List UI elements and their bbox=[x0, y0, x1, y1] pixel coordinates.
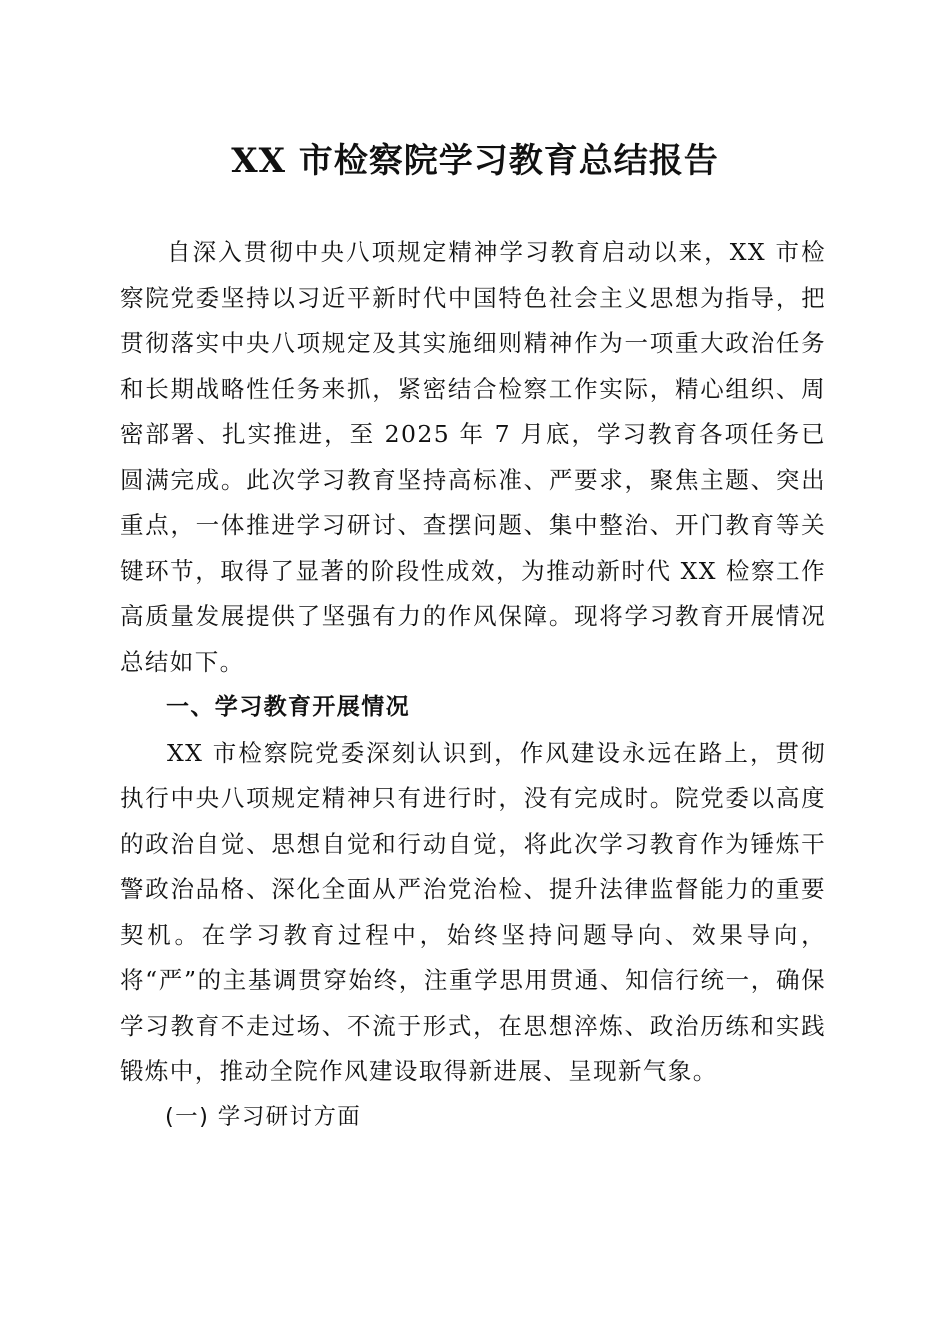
section-heading: 一、学习教育开展情况 bbox=[166, 694, 410, 720]
section-paragraph: XX 市检察院党委深刻认识到，作风建设永远在路上，贯彻执行中央八项规定精神只有进行时，没有完成时。院党委以高度的政治自觉、思想自觉和行动自觉，将此次学习教育作为锤炼干警政治品格、深化全面从严治党治检、提升法律监督能力的重要契机。在学习教育过程中，始终坚持问题导向、效果导向，将“严”的主基调贯穿始终，注重学思用贯通、知信行统一，确保学习教育不走过场、不流于形式，在思想淬炼、政治历练和实践锻炼中，推动全院作风建设取得新进展、呈现新气象。 bbox=[120, 738, 826, 1085]
document-title: XX 市检察院学习教育总结报告 bbox=[231, 141, 719, 181]
document-body bbox=[120, 230, 826, 1140]
intro-paragraph: 自深入贯彻中央八项规定精神学习教育启动以来，XX 市检察院党委坚持以习近平新时代中国特色社会主义思想为指导，把贯彻落实中央八项规定及其实施细则精神作为一项重大政治任务和长期战略性任务来抓，紧密结合检察工作实际，精心组织、周密部署、扎实推进，至 2025 年 7 月底，学习教育各项任务已圆满完成。此次学习教育坚持高标准、严要求，聚焦主题、突出重点，一体推进学习研讨、查摆问题、集中整治、开门教育等关键环节，取得了显著的阶段性成效，为推动新时代 XX 检察工作高质量发展提供了坚强有力的作风保障。现将学习教育开展情况总结如下。 bbox=[120, 238, 826, 676]
subsection-heading: (一) 学习研讨方面 bbox=[165, 1103, 362, 1130]
